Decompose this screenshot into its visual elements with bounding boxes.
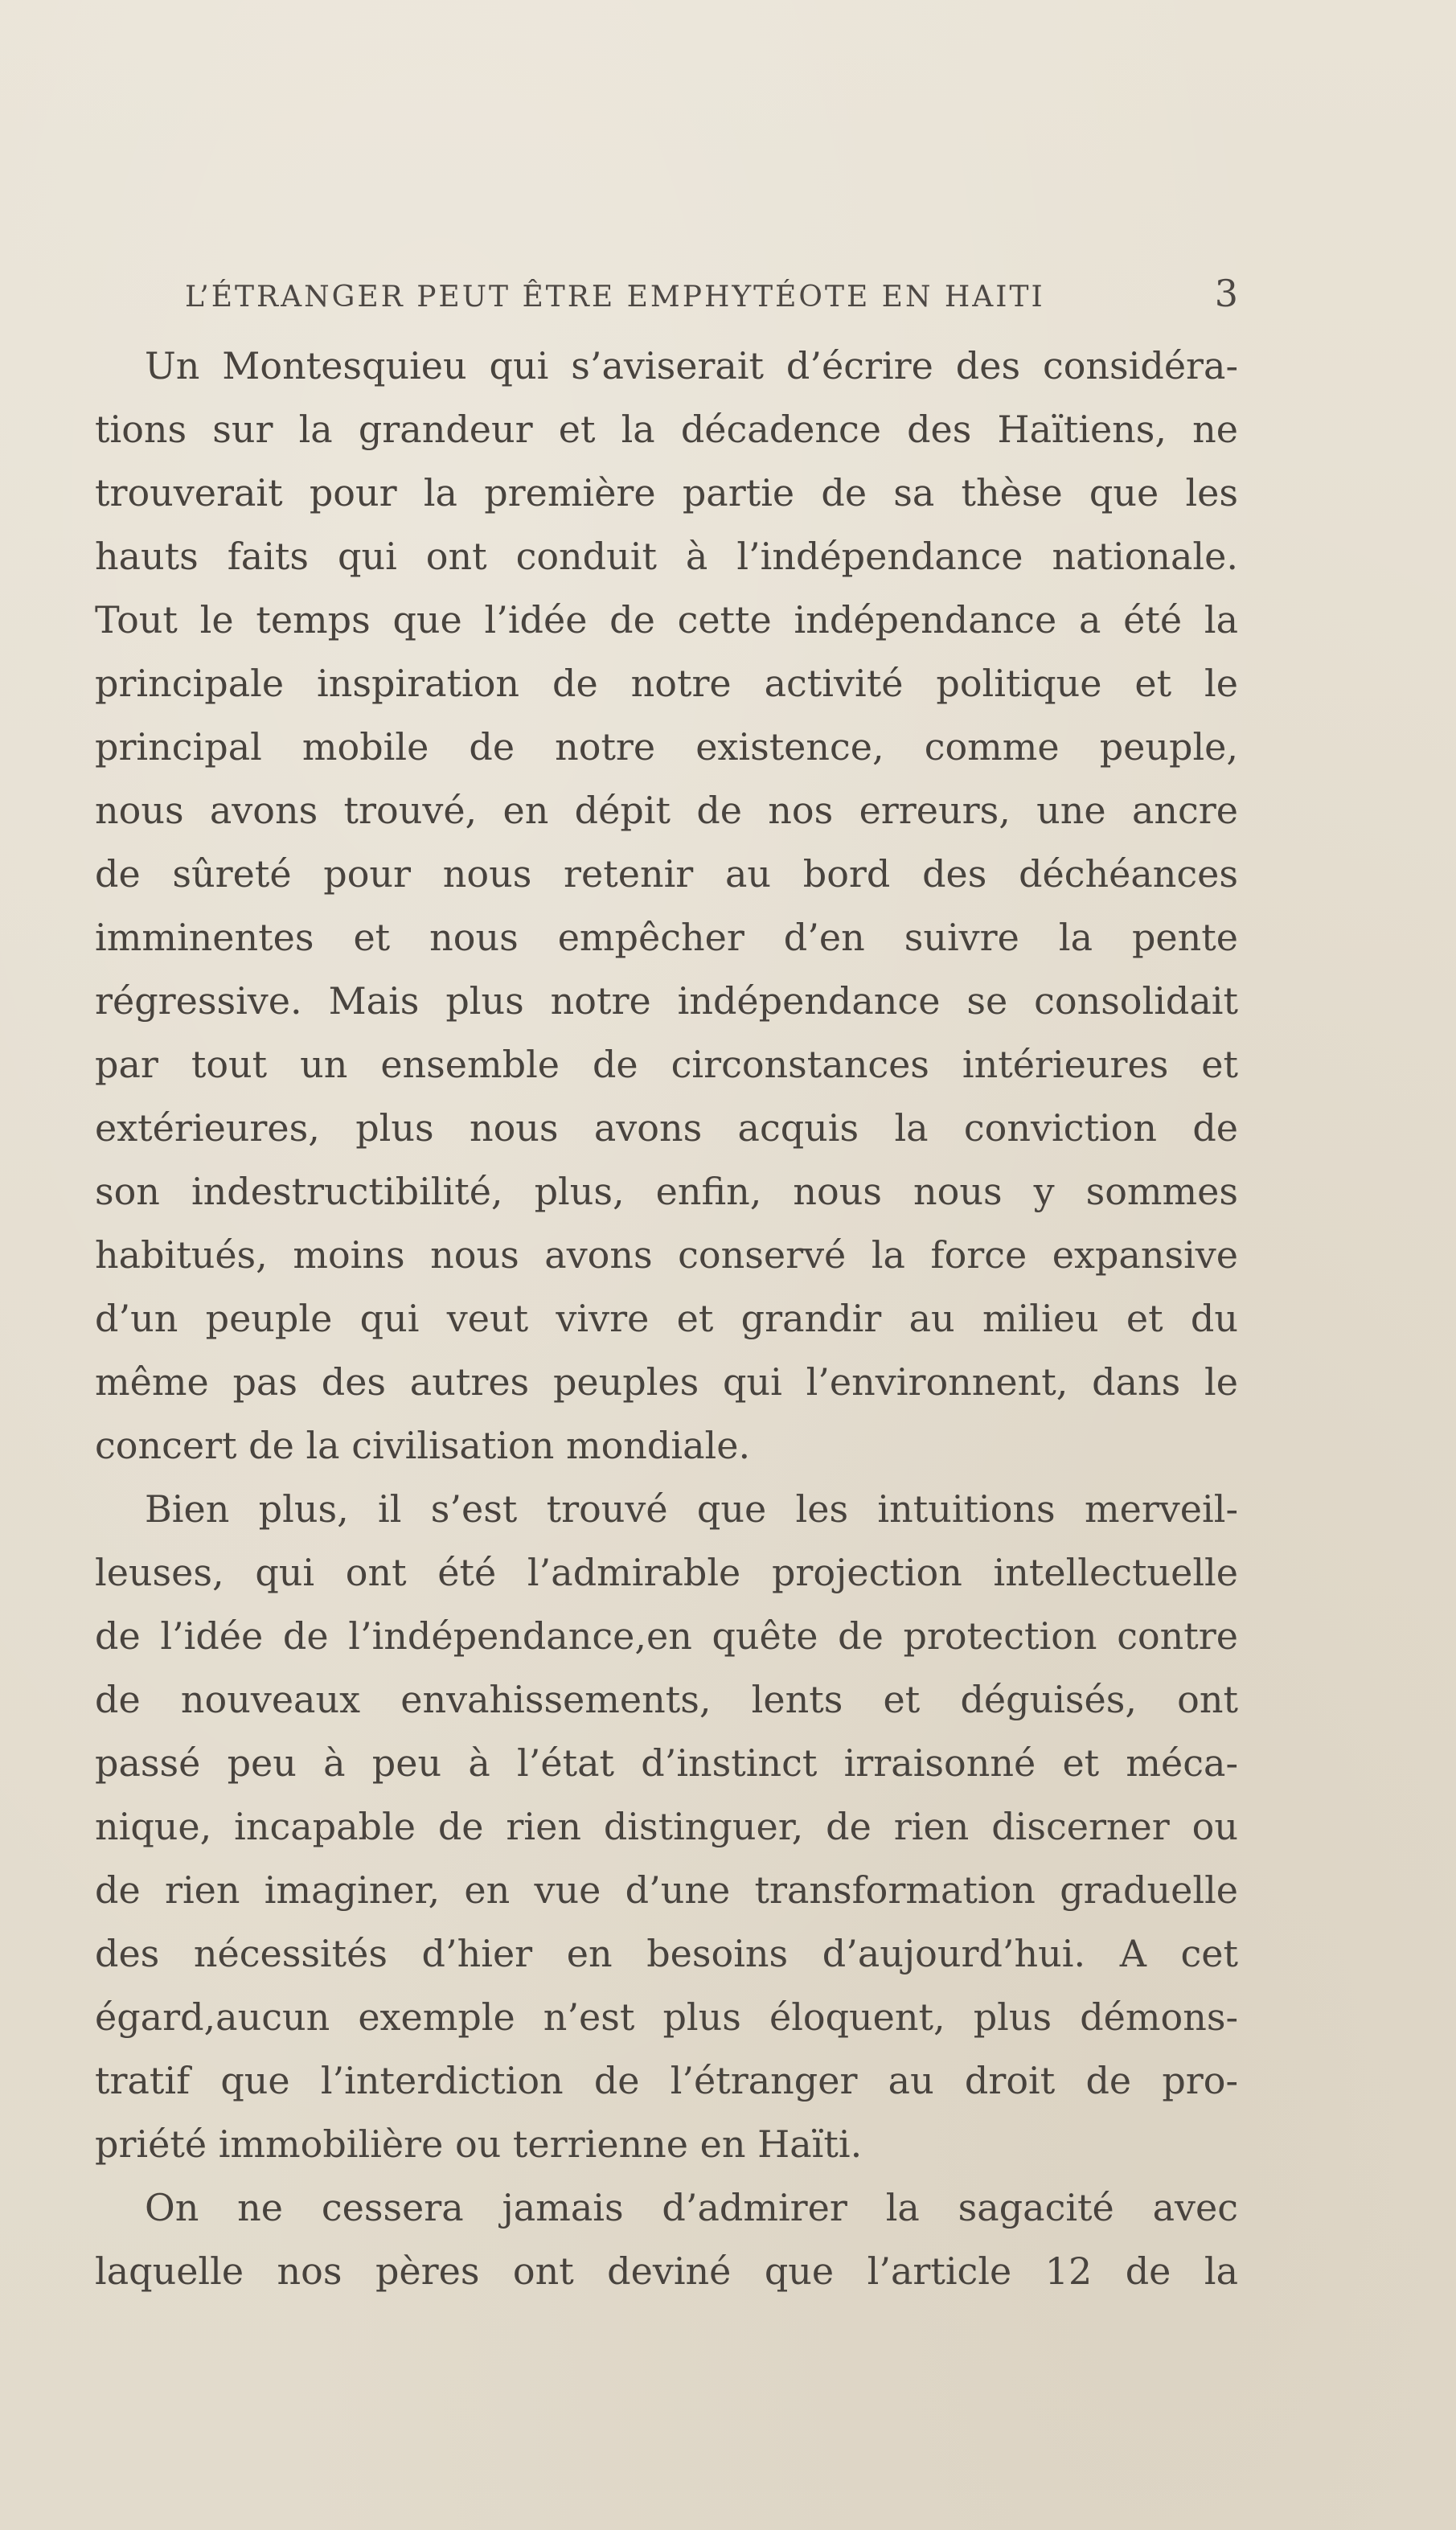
text-line: égard,aucun exemple n’est plus éloquent, plus démons- (95, 1995, 1238, 2039)
text-line: laquelle nos pères ont deviné que l’article 12 de la (95, 2249, 1238, 2293)
text-line: nique, incapable de rien distinguer, de rien discerner ou (95, 1805, 1238, 1848)
text-line: hauts faits qui ont conduit à l’indépendance nationale. (95, 535, 1238, 578)
text-line: de rien imaginer, en vue d’une transformation graduelle (95, 1868, 1238, 1912)
text-line: Bien plus, il s’est trouvé que les intuitions merveil- (145, 1487, 1238, 1531)
text-line: même pas des autres peuples qui l’environnent, dans le (95, 1360, 1238, 1404)
text-line: priété immobilière ou terrienne en Haïti. (95, 2122, 863, 2166)
running-head (185, 272, 1238, 320)
text-line: régressive. Mais plus notre indépendance se consolidait (95, 979, 1238, 1023)
text-line: passé peu à peu à l’état d’instinct irraisonné et méca- (95, 1741, 1238, 1785)
text-line: son indestructibilité, plus, enfin, nous nous y sommes (95, 1170, 1238, 1213)
text-line: principale inspiration de notre activité politique et le (95, 662, 1238, 705)
text-line: de nouveaux envahissements, lents et déguisés, ont (95, 1678, 1238, 1721)
running-head-title: L’ÉTRANGER PEUT ÊTRE EMPHYTÉOTE EN HAITI (185, 281, 1045, 314)
text-line: On ne cessera jamais d’admirer la sagacité avec (145, 2186, 1238, 2229)
text-line: principal mobile de notre existence, comme peuple, (95, 725, 1238, 769)
text-line: imminentes et nous empêcher d’en suivre la pente (95, 916, 1238, 959)
body-text (95, 334, 1238, 2303)
text-line: leuses, qui ont été l’admirable projection intellectuelle (95, 1551, 1238, 1594)
page-number: 3 (1214, 272, 1238, 315)
text-line: des nécessités d’hier en besoins d’aujourd’hui. A cet (95, 1932, 1238, 1975)
text-line: trouverait pour la première partie de sa thèse que les (95, 471, 1238, 515)
text-line: de sûreté pour nous retenir au bord des déchéances (95, 852, 1238, 896)
text-line: extérieures, plus nous avons acquis la conviction de (95, 1106, 1238, 1150)
text-line: de l’idée de l’indépendance,en quête de protection contre (95, 1614, 1238, 1658)
text-line: tions sur la grandeur et la décadence des Haïtiens, ne (95, 408, 1238, 451)
text-line: tratif que l’interdiction de l’étranger au droit de pro- (95, 2059, 1238, 2102)
text-line: concert de la civilisation mondiale. (95, 1424, 751, 1467)
text-line: habitués, moins nous avons conservé la force expansive (95, 1233, 1238, 1277)
text-line: par tout un ensemble de circonstances intérieures et (95, 1043, 1238, 1086)
text-line: Tout le temps que l’idée de cette indépendance a été la (95, 598, 1238, 642)
text-line: d’un peuple qui veut vivre et grandir au milieu et du (95, 1297, 1238, 1340)
text-line: Un Montesquieu qui s’aviserait d’écrire des considéra- (145, 344, 1238, 387)
text-line: nous avons trouvé, en dépit de nos erreurs, une ancre (95, 789, 1238, 832)
